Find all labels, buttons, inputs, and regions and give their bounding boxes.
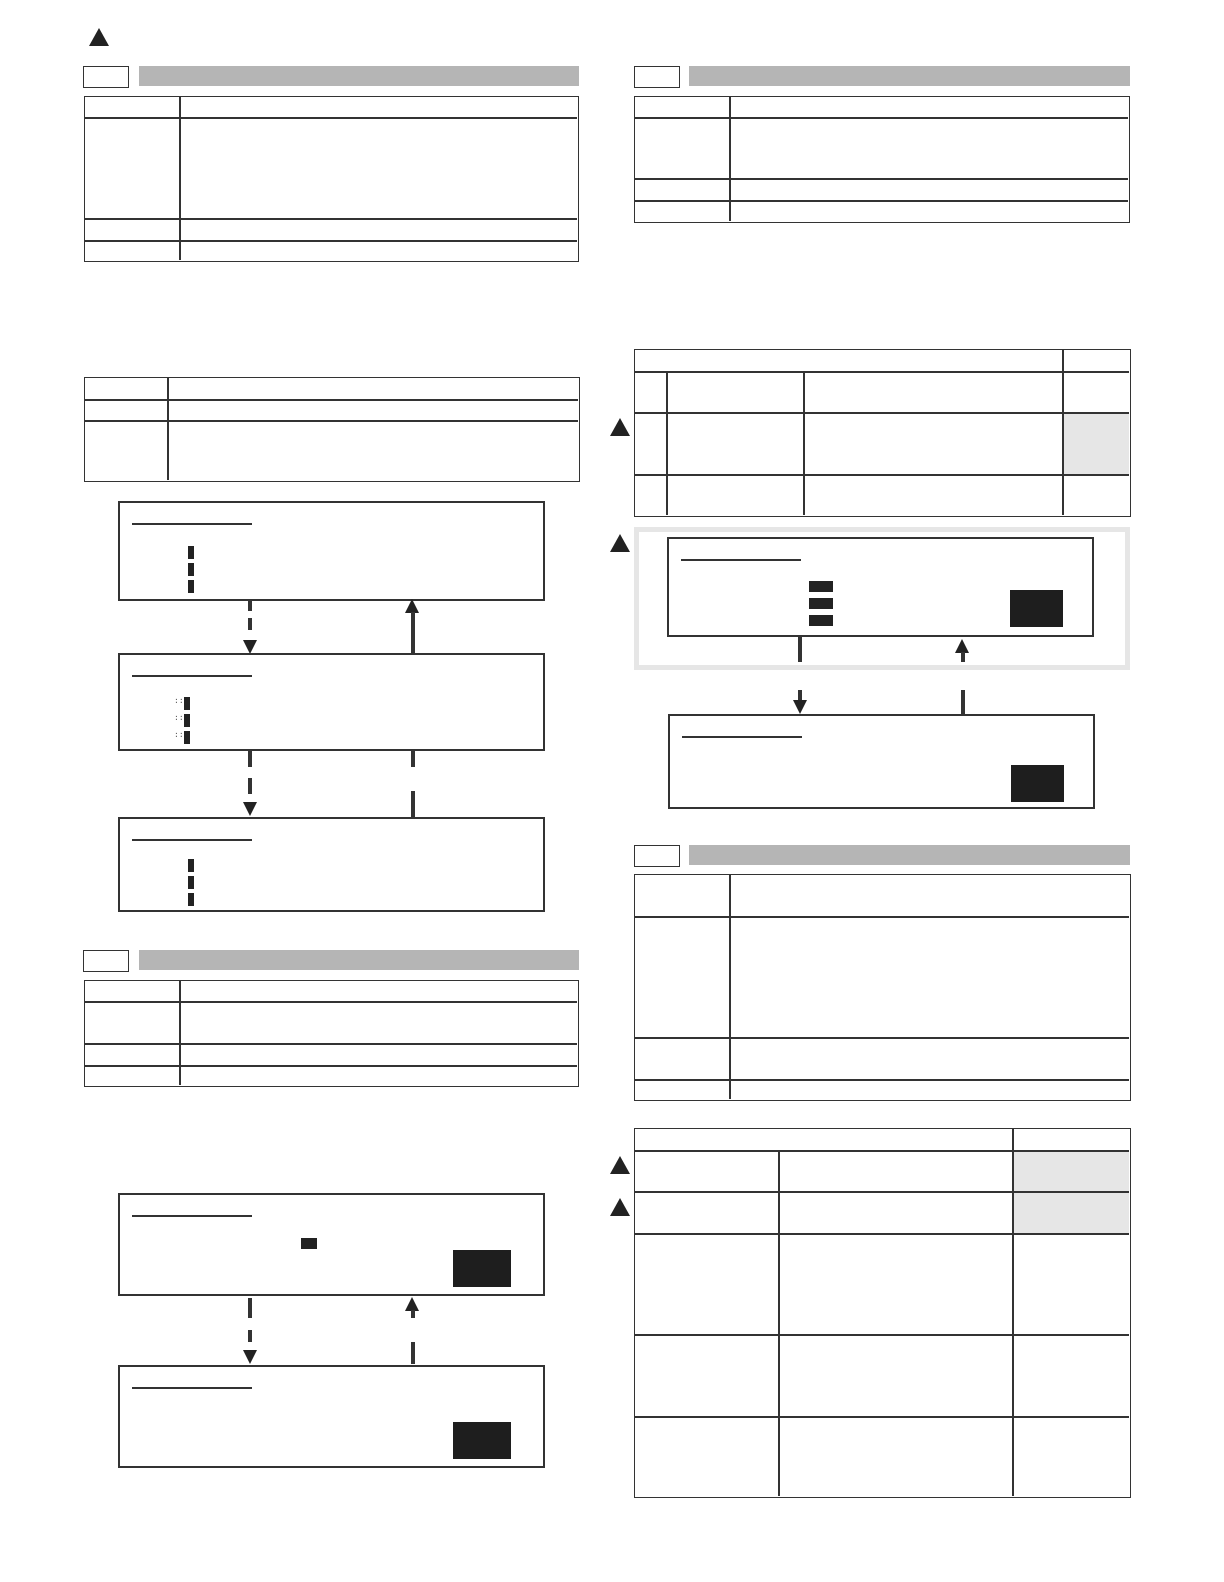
spec-table (84, 96, 579, 262)
display-screen (667, 537, 1094, 637)
section-title-bar (139, 66, 579, 86)
display-screen (118, 1365, 545, 1468)
flow-line (961, 652, 965, 662)
separator: :: (174, 730, 184, 739)
revision-marker-icon (610, 418, 630, 436)
flow-line (248, 751, 252, 767)
screen-title-rule (682, 736, 802, 738)
section-code-box (83, 66, 129, 88)
screen-title-rule (132, 1387, 252, 1389)
revision-marker-icon (610, 534, 630, 552)
value-marker (188, 563, 194, 576)
screen-title-rule (681, 559, 801, 561)
section-code-box (634, 845, 680, 867)
arrow-up-icon (405, 599, 419, 613)
arrow-down-icon (793, 700, 807, 714)
flow-line (411, 1310, 415, 1318)
flow-line (248, 601, 252, 611)
screen-title-rule (132, 675, 252, 677)
section-title-bar (139, 950, 579, 970)
arrow-up-icon (405, 1297, 419, 1311)
display-screen (118, 501, 545, 601)
arrow-down-icon (243, 802, 257, 816)
value-marker (184, 731, 190, 744)
flow-line (411, 791, 415, 817)
section-code-box (634, 66, 680, 88)
display-block (453, 1422, 511, 1459)
highlight-cell (1013, 1193, 1129, 1233)
revision-marker-icon (610, 1198, 630, 1216)
flow-line (411, 612, 415, 654)
flow-line (248, 1298, 252, 1318)
screen-title-rule (132, 839, 252, 841)
value-marker (809, 581, 833, 592)
flow-line (248, 1330, 252, 1342)
arrow-down-icon (243, 1350, 257, 1364)
value-marker (188, 893, 194, 906)
flow-line (411, 1342, 415, 1364)
flow-line (961, 690, 965, 715)
section-code-box (83, 950, 129, 972)
spec-table (634, 96, 1130, 223)
arrow-up-icon (955, 639, 969, 653)
spec-table (84, 377, 580, 482)
setting-table (634, 1128, 1131, 1498)
flow-line (411, 751, 415, 767)
separator: :: (174, 696, 184, 705)
value-marker (188, 546, 194, 559)
setting-table (634, 349, 1131, 517)
display-screen (668, 714, 1095, 809)
display-screen (118, 817, 545, 912)
display-block (453, 1250, 511, 1287)
display-screen (118, 1193, 545, 1296)
section-title-bar (689, 845, 1130, 865)
value-marker (301, 1238, 317, 1249)
spec-table (634, 874, 1131, 1101)
flow-line (248, 778, 252, 794)
value-marker (188, 876, 194, 889)
section-title-bar (689, 66, 1130, 86)
display-block (1011, 765, 1064, 802)
separator: :: (174, 713, 184, 722)
revision-marker-icon (610, 1156, 630, 1174)
value-marker (184, 714, 190, 727)
highlight-cell (1013, 1151, 1129, 1191)
spec-table (84, 980, 579, 1087)
value-marker (184, 697, 190, 710)
value-marker (809, 598, 833, 609)
value-marker (188, 580, 194, 593)
value-marker (809, 615, 833, 626)
flow-line (248, 618, 252, 630)
arrow-down-icon (243, 640, 257, 654)
highlight-cell (1063, 413, 1129, 474)
screen-title-rule (132, 1215, 252, 1217)
display-screen (118, 653, 545, 751)
value-marker (188, 859, 194, 872)
flow-line (798, 637, 802, 662)
revision-marker-icon (89, 28, 109, 46)
display-block (1010, 590, 1063, 627)
screen-title-rule (132, 523, 252, 525)
